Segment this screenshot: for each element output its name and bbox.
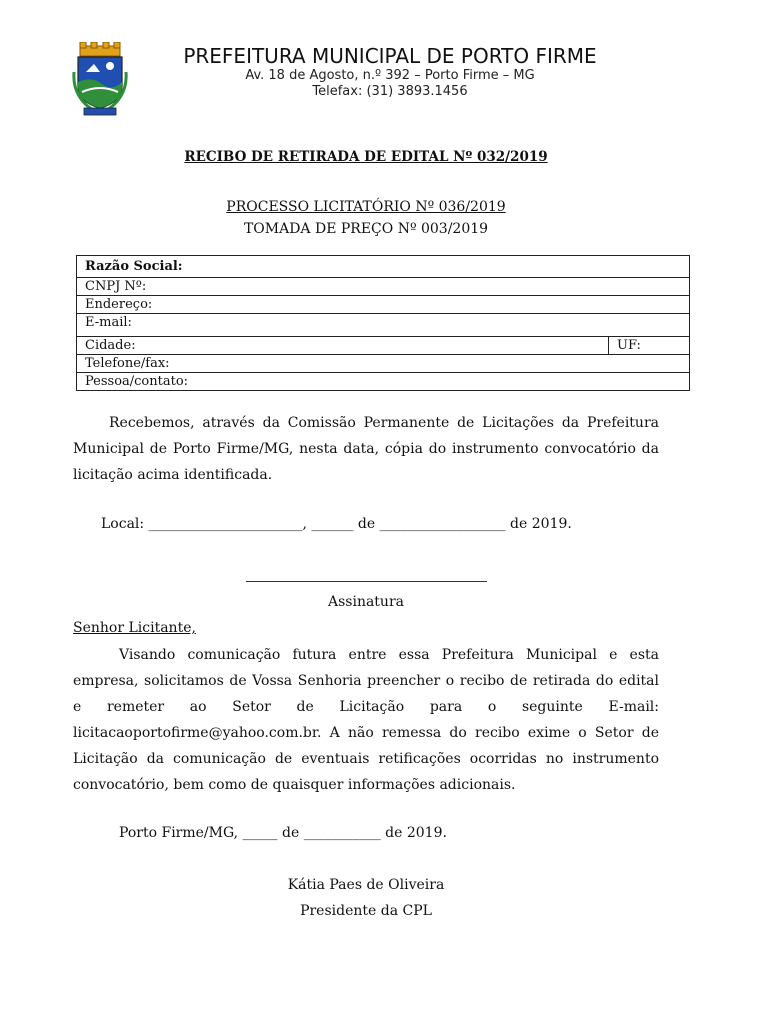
razao-social-field[interactable]: Razão Social: xyxy=(77,256,690,278)
receipt-title: RECIBO DE RETIRADA DE EDITAL Nº 032/2019 xyxy=(184,149,548,165)
form-row-pessoa xyxy=(77,373,690,391)
city-field[interactable]: Cidade: xyxy=(77,337,609,355)
bidder-form-table xyxy=(76,255,690,391)
local-date-line[interactable]: Local: ______________________, ______ de __________________ de 2019. xyxy=(101,516,572,532)
receipt-paragraph-text: Recebemos, através da Comissão Permanente de Licitações da Prefeitura Municipal de Porto Firme/MG, nesta data, cópia do instrumento convocatório da licitação acima identificada. xyxy=(73,415,659,483)
contact-person-field[interactable]: Pessoa/contato: xyxy=(77,373,690,391)
process-number: PROCESSO LICITATÓRIO Nº 036/2019 xyxy=(226,199,506,215)
place-date-line[interactable]: Porto Firme/MG, _____ de ___________ de 2019. xyxy=(119,825,447,841)
form-row-cidade xyxy=(77,337,690,355)
tender-number: TOMADA DE PREÇO Nº 003/2019 xyxy=(243,221,489,237)
municipality-address: Av. 18 de Agosto, n.º 392 – Porto Firme – MG xyxy=(245,68,535,83)
municipal-coat-of-arms-icon xyxy=(72,42,128,116)
salutation: Senhor Licitante, xyxy=(73,620,196,636)
instructions-paragraph-text: Visando comunicação futura entre essa Prefeitura Municipal e esta empresa, solicitamos de Vossa Senhoria preencher o recibo de retirada do edital e remeter ao Setor de Licitação para o seguinte E-mail: licitacaoportofirme@yahoo.com.br. A não remessa do recibo exime o Setor de Licitação da comunicação de eventuais retificações ocorridas no instrumento convocatório, bem como de quaisquer informações adicionais. xyxy=(73,647,659,793)
instructions-paragraph xyxy=(73,642,659,798)
signature-line[interactable] xyxy=(246,581,487,582)
phone-field[interactable]: Telefone/fax: xyxy=(77,355,690,373)
form-row-telefone xyxy=(77,355,690,373)
municipality-title: PREFEITURA MUNICIPAL DE PORTO FIRME xyxy=(183,44,597,68)
form-row-email xyxy=(77,314,690,337)
form-row-endereco xyxy=(77,296,690,314)
email-field[interactable]: E-mail: xyxy=(77,314,690,337)
municipality-phone: Telefax: (31) 3893.1456 xyxy=(312,84,468,99)
uf-field[interactable]: UF: xyxy=(609,337,690,355)
signature-label: Assinatura xyxy=(327,594,404,610)
address-field[interactable]: Endereço: xyxy=(77,296,690,314)
receipt-paragraph xyxy=(73,410,659,488)
signer-role: Presidente da CPL xyxy=(300,903,432,919)
form-row-cnpj xyxy=(77,278,690,296)
signer-name: Kátia Paes de Oliveira xyxy=(287,877,445,893)
cnpj-field[interactable]: CNPJ Nº: xyxy=(77,278,690,296)
form-row-razao-social xyxy=(77,256,690,278)
